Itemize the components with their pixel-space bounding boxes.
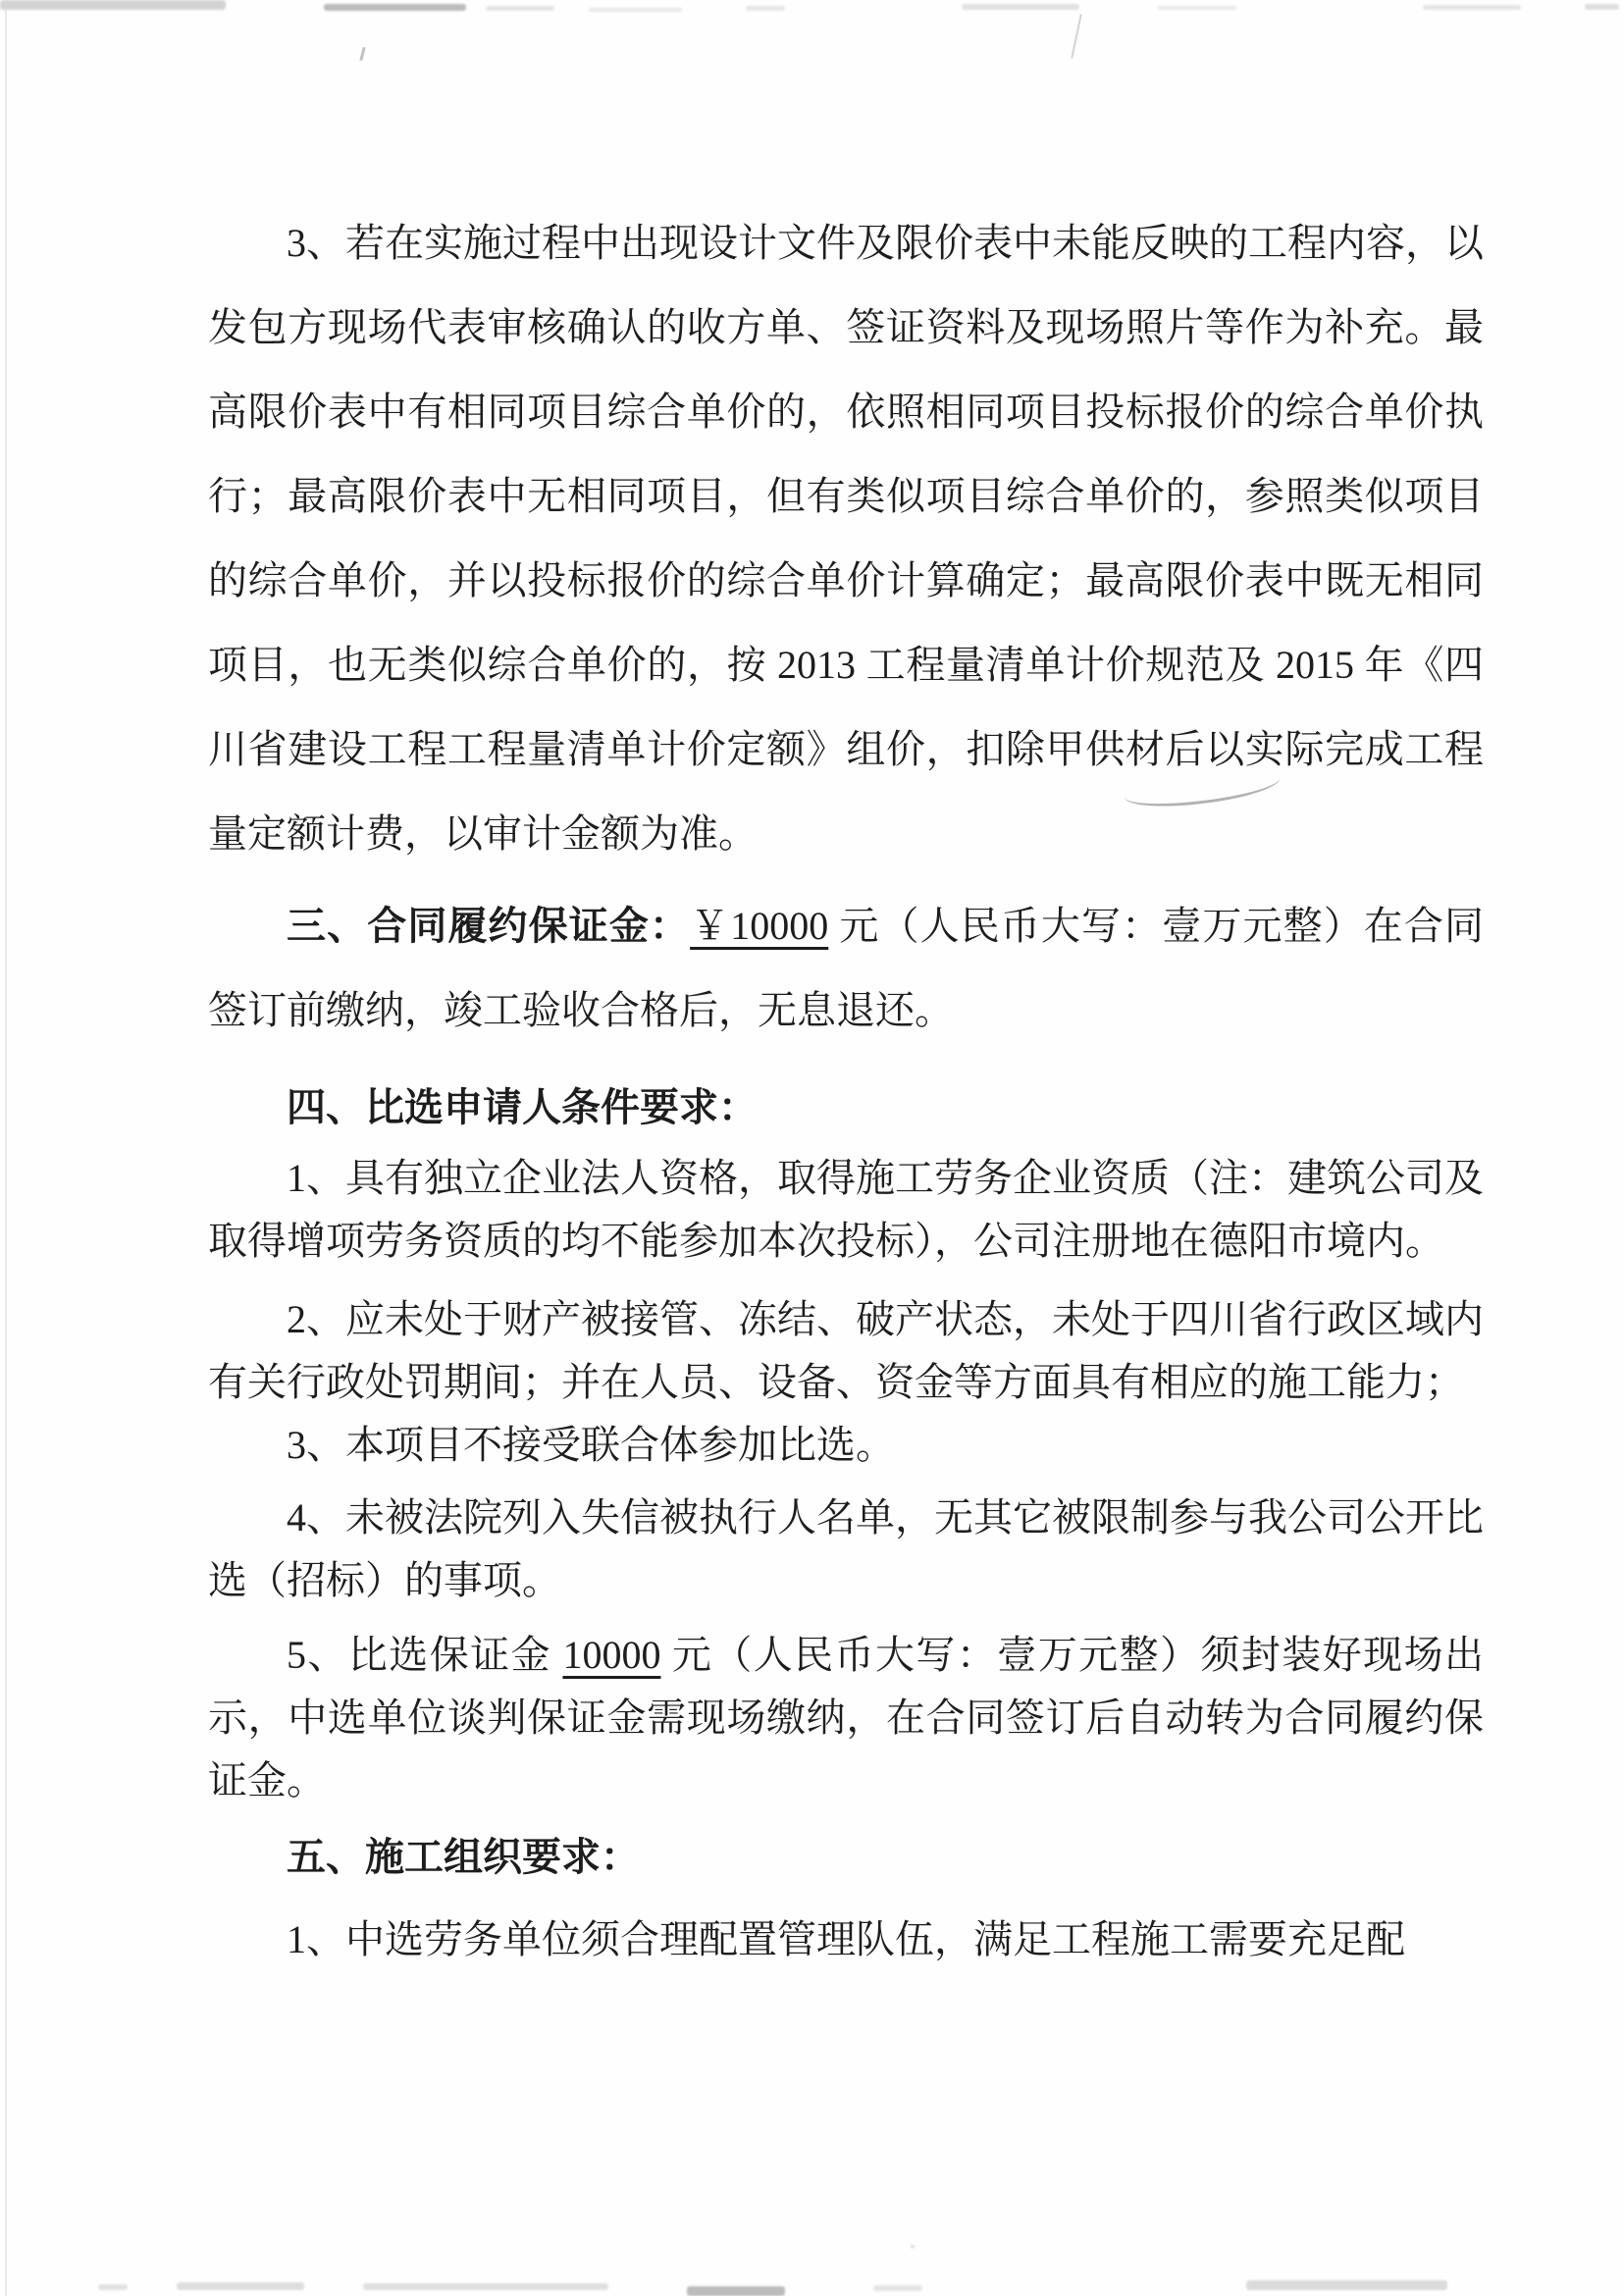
scan-smudge-bottom-d [687, 2286, 785, 2296]
para-sec3-deposit-segment-2: 元（人民币大写：壹万元整）在合同签订前缴纳，竣工验收合格后，无息退还。 [208, 904, 1485, 1032]
scan-smudge-bottom-e [873, 2285, 922, 2291]
document-body [208, 0, 1484, 1971]
para-sec5-item1-segment-0: 1、中选劳务单位须合理配置管理队伍，满足工程施工需要充足配 [287, 1917, 1405, 1961]
para-sec4-item1 [208, 1147, 1484, 1273]
scan-smudge-bottom-a [98, 2284, 128, 2290]
para-sec5-heading-segment-0: 五、施工组织要求： [287, 1835, 640, 1879]
para-sec4-heading [208, 1076, 1484, 1139]
scan-smudge-bottom-c [363, 2283, 608, 2290]
para-sec5-heading [208, 1826, 1484, 1889]
para-sec4-item5-segment-0: 5、比选保证金 [287, 1633, 563, 1677]
para-sec4-item5 [208, 1624, 1484, 1812]
para-sec4-item2-segment-0: 2、应未处于财产被接管、冻结、破产状态，未处于四川省行政区域内有关行政处罚期间；并在人员、设备、资金等方面具有相应的施工能力； [208, 1297, 1484, 1404]
para-sec4-item1-segment-0: 1、具有独立企业法人资格，取得施工劳务企业资质（注：建筑公司及取得增项劳务资质的均不能参加本次投标），公司注册地在德阳市境内。 [208, 1156, 1484, 1263]
para-sec4-item4-segment-0: 4、未被法院列入失信被执行人名单，无其它被限制参与我公司公开比选（招标）的事项。 [208, 1495, 1484, 1602]
scan-smudge-bottom-b [177, 2282, 304, 2290]
scan-dot [911, 2245, 915, 2248]
scan-smudge-top-g [1585, 4, 1619, 10]
para-sec4-item3 [208, 1414, 1484, 1477]
para-sec3-deposit-segment-1: ￥10000 [690, 904, 829, 948]
scan-smudge-bottom-f [1246, 2280, 1447, 2290]
para-sec4-item4 [208, 1487, 1484, 1612]
para-sec4-item2 [208, 1288, 1484, 1414]
para-sec4-item5-segment-1: 10000 [562, 1633, 661, 1677]
para-sec4-item5-segment-2: 元（人民币大写：壹万元整）须封装好现场出示，中选单位谈判保证金需现场缴纳，在合同签订后自动转为合同履约保证金。 [208, 1633, 1485, 1802]
scan-left-edge-line [5, 0, 7, 2296]
para-3 [208, 201, 1484, 876]
para-3-segment-0: 3、若在实施过程中出现设计文件及限价表中未能反映的工程内容，以发包方现场代表审核确认的收方单、签证资料及现场照片等作为补充。最高限价表中有相同项目综合单价的，依照相同项目投标报价的综合单价执行；最高限价表中无相同项目，但有类似项目综合单价的，参照类似项目的综合单价，并以投标报价的综合单价计算确定；最高限价表中既无相同项目，也无类似综合单价的，按 2013 工程量清单计价规范及 2015 年《四川省建设工程工程量清单计价定额》组价，扣除甲供材后以实际完成工程量定额计费，以审计金额为准。 [208, 221, 1484, 856]
para-sec3-deposit-segment-0: 三、合同履约保证金： [287, 904, 691, 948]
scan-smudge-top-left [0, 0, 226, 10]
para-sec4-heading-segment-0: 四、比选申请人条件要求： [287, 1085, 758, 1129]
para-sec5-item1 [208, 1908, 1484, 1971]
para-sec4-item3-segment-0: 3、本项目不接受联合体参加比选。 [287, 1423, 895, 1467]
para-sec3-deposit [208, 884, 1484, 1053]
